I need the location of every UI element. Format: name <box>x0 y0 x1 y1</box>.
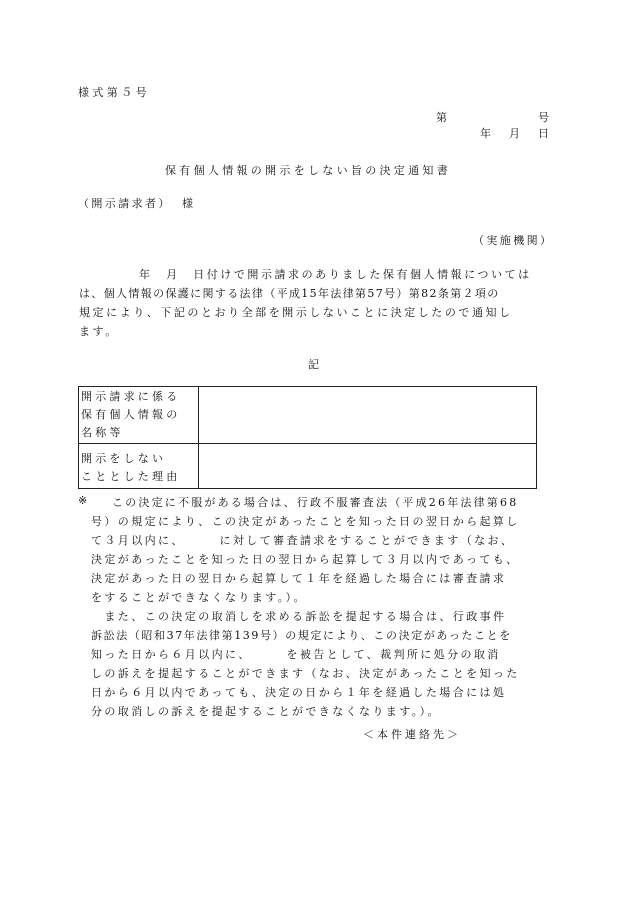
note-mark: ※ <box>78 494 88 507</box>
date-month: 月 <box>509 127 520 140</box>
note-line: をすることができなくなります。）。 <box>91 591 307 604</box>
note-line: 日から６月以内であっても、決定の日から１年を経過した場合には処 <box>91 686 507 699</box>
date-day: 日 <box>538 127 549 140</box>
disclosure-table <box>78 386 537 489</box>
form-number: 様式第５号 <box>78 86 150 99</box>
body-line: 規定により、下記のとおり全部を開示しないことに決定したので通知し <box>79 306 513 319</box>
label-line: 名称等 <box>81 426 124 439</box>
note-line: また、この決定の取消しを求める訴訟を提起する場合は、行政事件 <box>91 610 507 623</box>
note-line: 号）の規定により、この決定があったことを知った日の翌日から起算し <box>91 515 520 528</box>
note-line: 知った日から６月以内に、 を被告として、裁判所に処分の取消 <box>91 648 501 661</box>
body-line: 年 月 日付けで開示請求のありました保有個人情報については <box>139 268 532 281</box>
date-year: 年 <box>480 127 491 140</box>
body-line: は、個人情報の保護に関する法律（平成15年法律第57号）第82条第２項の <box>79 287 500 300</box>
ki-heading: 記 <box>308 358 319 371</box>
document-number-prefix: 第 <box>436 111 447 124</box>
table-value <box>199 387 537 444</box>
document-title: 保有個人情報の開示をしない旨の決定通知書 <box>165 164 451 177</box>
recipient-name: （開示請求者） <box>78 197 172 210</box>
note-line: て３月以内に、 に対して審査請求をすることができます（なお、 <box>91 534 515 547</box>
body-line: ます。 <box>79 325 119 338</box>
table-row <box>79 444 537 489</box>
recipient-honorific: 様 <box>182 197 193 210</box>
label-line: こととした理由 <box>81 470 181 483</box>
label-line: 保有個人情報の <box>81 408 181 421</box>
label-line: 開示請求に係る <box>81 390 181 403</box>
note-line: 分の取消しの訴えを提起することができなくなります。）。 <box>91 705 441 718</box>
note-line: 訴訟法（昭和37年法律第139号）の規定により、この決定があったことを <box>91 629 512 642</box>
table-label <box>79 444 199 489</box>
label-line: 開示をしない <box>81 452 167 465</box>
document-number-suffix: 号 <box>538 111 549 124</box>
note-line: この決定に不服がある場合は、行政不服審査法（平成26年法律第68 <box>112 496 519 509</box>
issuing-agency: （実施機関） <box>473 234 554 247</box>
note-line: 決定があったことを知った日の翌日から起算して３月以内であっても、 <box>91 553 520 566</box>
contact-heading: ＜本件連絡先＞ <box>363 728 461 741</box>
table-label <box>79 387 199 444</box>
note-line: 決定があった日の翌日から起算して１年を経過した場合には審査請求 <box>91 572 507 585</box>
table-value <box>199 444 537 489</box>
note-line: しの訴えを提起することができます（なお、決定があったことを知った <box>91 667 520 680</box>
table-row <box>79 387 537 444</box>
